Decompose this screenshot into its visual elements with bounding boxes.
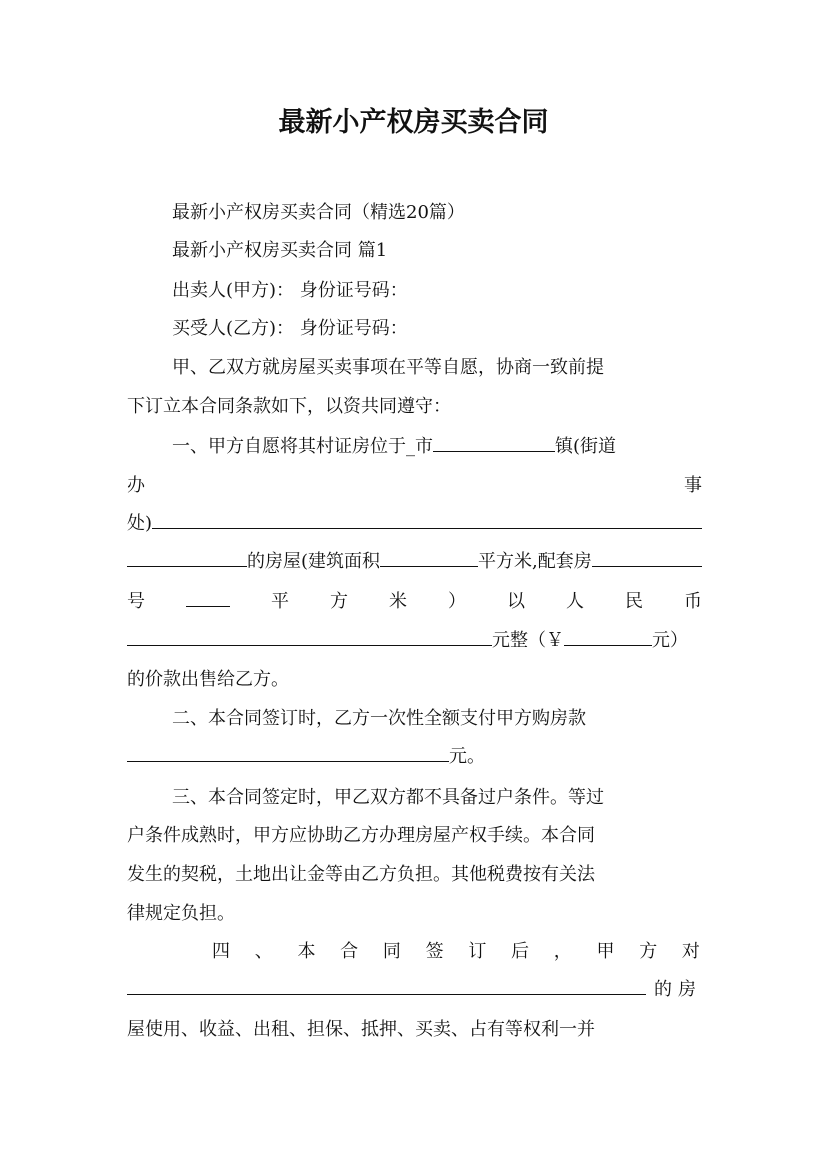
clause-text: 订 bbox=[468, 941, 487, 962]
clause-text: 对 bbox=[681, 941, 700, 962]
clause-text: 签 bbox=[425, 941, 444, 962]
blank-field bbox=[380, 549, 478, 567]
clause-1-line-6 bbox=[127, 628, 702, 654]
clause-1-line-3 bbox=[127, 511, 702, 537]
clause-text: 平方米,配套房 bbox=[478, 551, 592, 572]
clause-1-line-4 bbox=[127, 549, 702, 575]
blank-field bbox=[433, 434, 555, 452]
clause-text: 本 bbox=[297, 941, 316, 962]
paragraph-intro-2: 下订立本合同条款如下，以资共同遵守： bbox=[127, 396, 451, 417]
clause-text: 人 bbox=[566, 591, 584, 612]
clause-text: 币 bbox=[684, 591, 702, 612]
clause-3-line-4: 律规定负担。 bbox=[127, 903, 235, 924]
paragraph-intro-1: 甲、乙双方就房屋买卖事项在平等自愿，协商一致前提 bbox=[172, 357, 604, 378]
clause-4-line-3: 屋使用、收益、出租、担保、抵押、买卖、占有等权利一并 bbox=[127, 1019, 595, 1040]
buyer-line: 买受人(乙方)： 身份证号码： bbox=[172, 318, 408, 339]
clause-text: 处) bbox=[127, 513, 153, 534]
clause-text: 方 bbox=[330, 591, 348, 612]
clause-text: 四 bbox=[212, 941, 230, 962]
clause-text: 办 bbox=[127, 475, 145, 496]
clause-3-line-2: 户条件成熟时，甲方应协助乙方办理房屋产权手续。本合同 bbox=[127, 825, 595, 846]
clause-text: ， bbox=[553, 941, 572, 962]
clause-1-line-7: 的价款出售给乙方。 bbox=[127, 669, 289, 690]
clause-text: 一、甲方自愿将其村证房位于_市 bbox=[172, 436, 433, 457]
subtitle-line: 最新小产权房买卖合同（精选20篇） bbox=[172, 202, 465, 223]
clause-2-line-2 bbox=[127, 744, 702, 770]
clause-text: 合 bbox=[340, 941, 359, 962]
clause-3-line-1: 三、本合同签定时，甲乙双方都不具备过户条件。等过 bbox=[172, 787, 604, 808]
clause-text: 方 bbox=[639, 941, 658, 962]
blank-field bbox=[186, 589, 230, 607]
section-heading: 最新小产权房买卖合同 篇1 bbox=[172, 240, 388, 261]
document-title: 最新小产权房买卖合同 bbox=[278, 107, 549, 138]
clause-text: 号 bbox=[127, 591, 145, 612]
clause-text: 民 bbox=[625, 591, 643, 612]
clause-1-line-1 bbox=[172, 434, 702, 460]
clause-text: 元。 bbox=[449, 746, 485, 767]
blank-field bbox=[127, 549, 247, 567]
clause-text: 平 bbox=[271, 591, 289, 612]
clause-text: 事 bbox=[684, 475, 702, 496]
clause-4-line-2 bbox=[127, 977, 702, 1003]
clause-1-line-5 bbox=[127, 589, 702, 615]
blank-field bbox=[127, 977, 646, 995]
clause-text: 的房屋(建筑面积 bbox=[247, 551, 381, 572]
clause-text: 元整（￥ bbox=[492, 630, 564, 651]
clause-1-line-2 bbox=[127, 473, 702, 499]
clause-2-line-1: 二、本合同签订时，乙方一次性全额支付甲方购房款 bbox=[172, 708, 586, 729]
blank-field bbox=[152, 511, 702, 529]
clause-text: 以 bbox=[507, 591, 525, 612]
blank-field bbox=[564, 628, 652, 646]
clause-text: 镇(街道 bbox=[555, 436, 617, 457]
clause-text: 后 bbox=[511, 941, 530, 962]
clause-3-line-3: 发生的契税，土地出让金等由乙方负担。其他税费按有关法 bbox=[127, 864, 595, 885]
clause-text: 米 bbox=[389, 591, 407, 612]
clause-text: 的房 bbox=[654, 979, 702, 1000]
clause-text: 元） bbox=[652, 630, 688, 651]
blank-field bbox=[592, 549, 702, 567]
clause-text: ） bbox=[448, 591, 466, 612]
clause-text: 、 bbox=[254, 941, 273, 962]
clause-4-line-1 bbox=[212, 939, 700, 965]
clause-text: 同 bbox=[382, 941, 401, 962]
clause-text: 甲 bbox=[596, 941, 615, 962]
blank-field bbox=[127, 628, 492, 646]
blank-field bbox=[127, 744, 449, 762]
seller-line: 出卖人(甲方)： 身份证号码： bbox=[172, 280, 408, 301]
